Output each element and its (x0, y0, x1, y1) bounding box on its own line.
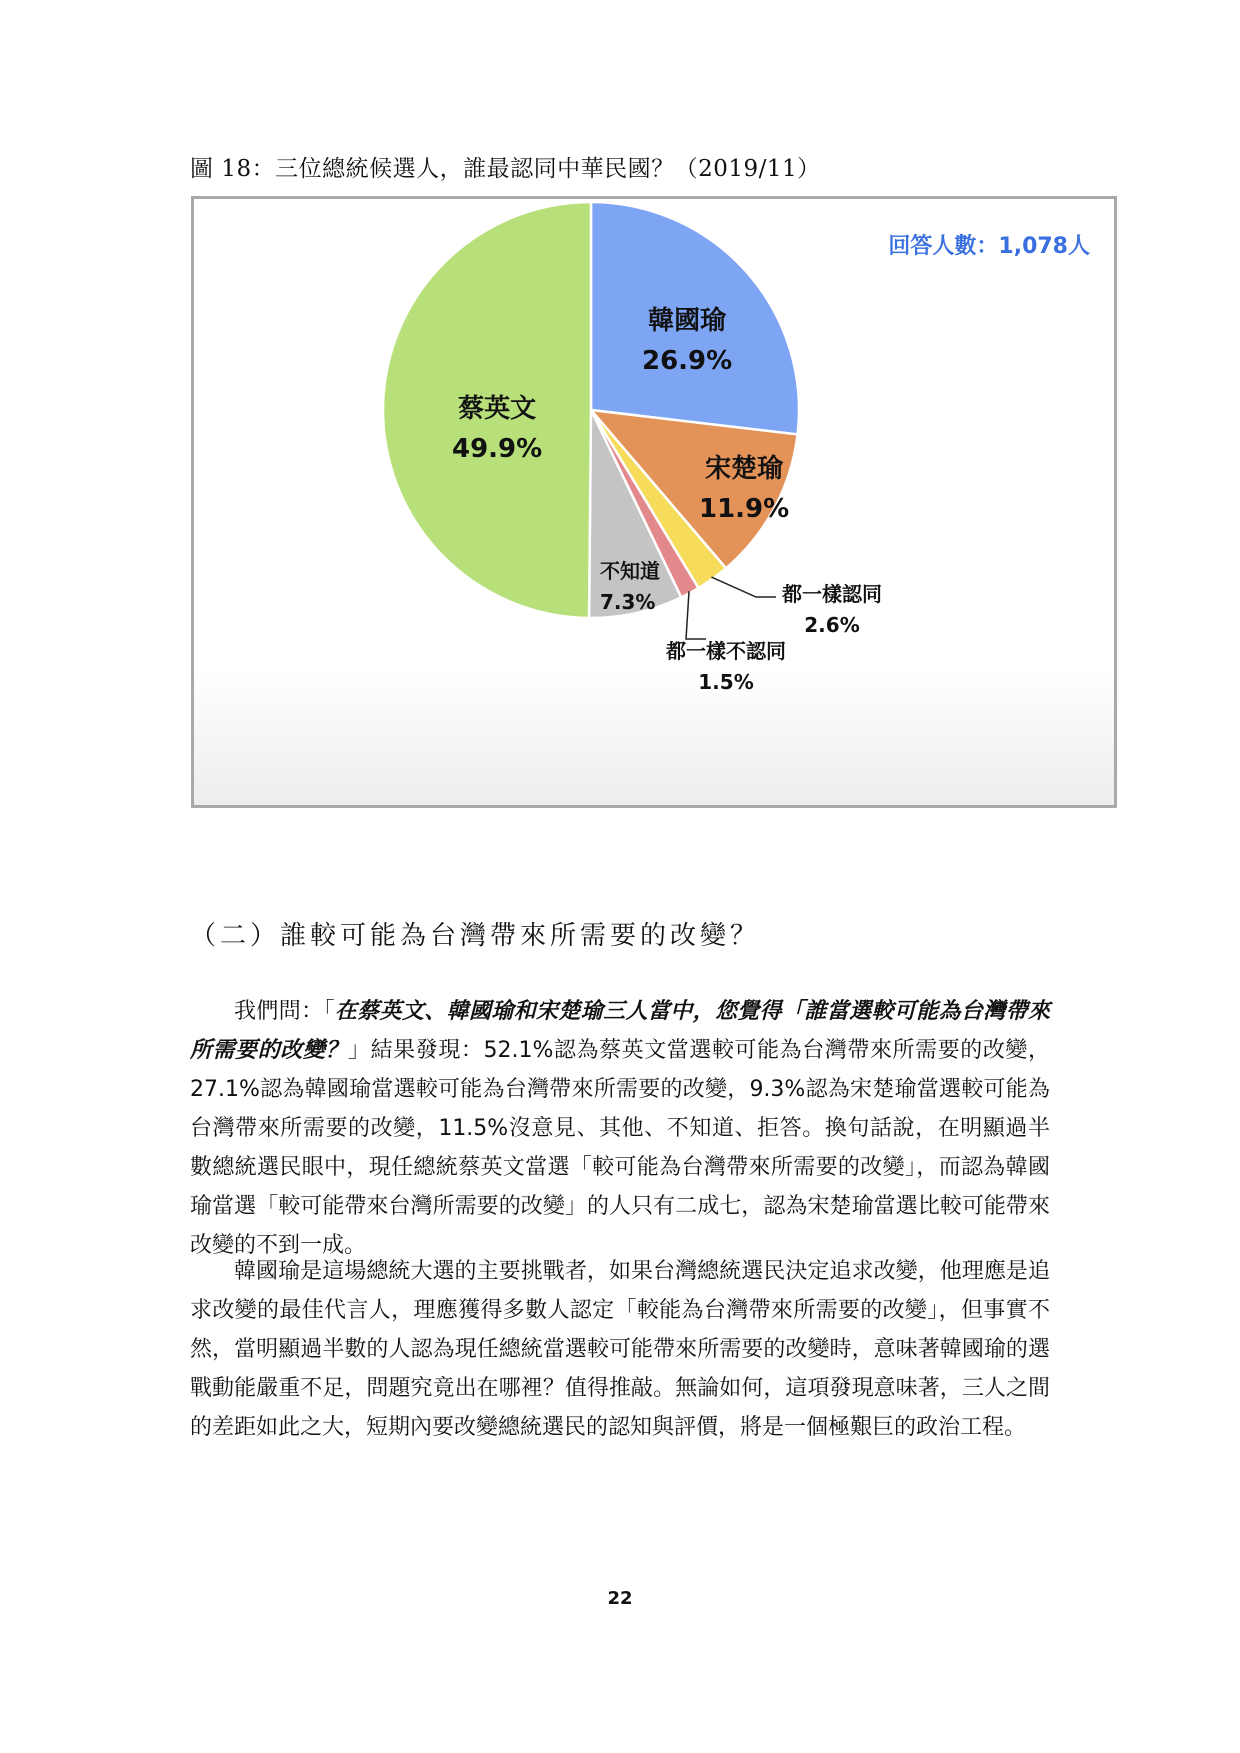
page-number: 22 (607, 1588, 633, 1609)
paragraph-1-body: 」結果發現：52.1%認為蔡英文當選較可能為台灣帶來所需要的改變，27.1%認為韓國瑜當選較可能為台灣帶來所需要的改變，9.3%認為宋楚瑜當選較可能為台灣帶來所需要的改變，11.5%沒意見、其他、不知道、拒答。換句話說，在明顯過半數總統選民眼中，現任總統蔡英文當選「較可能為台灣帶來所需要的改變」，而認為韓國瑜當選「較可能帶來台灣所需要的改變」的人只有二成七，認為宋楚瑜當選比較可能帶來改變的不到一成。 (190, 1038, 1050, 1258)
slice-name-both-approve: 都一樣認同 (782, 582, 882, 606)
respondent-count: 回答人數：1,078人 (888, 234, 1090, 259)
pie-chart (194, 199, 1114, 805)
leader-line-both-approve (711, 577, 776, 597)
slice-label-both-disapprove (666, 636, 786, 698)
slice-value-both-approve: 2.6% (804, 613, 860, 637)
slice-name-han: 韓國瑜 (648, 306, 727, 336)
slice-value-han: 26.9% (642, 346, 733, 377)
slice-name-unknown: 不知道 (600, 559, 660, 583)
slice-value-tsai: 49.9% (452, 434, 543, 465)
slice-name-tsai: 蔡英文 (458, 394, 537, 424)
slice-label-han (642, 301, 732, 382)
figure-title: 圖 18：三位總統候選人，誰最認同中華民國？（2019/11） (190, 156, 821, 182)
slice-label-soong (699, 449, 789, 530)
paragraph-1-question: 在蔡英文、韓國瑜和宋楚瑜三人當中，您覺得「誰當選較可能為台灣帶來所需要的改變？ (190, 999, 1050, 1063)
slice-label-unknown (600, 556, 660, 618)
leader-line-both-disapprove (686, 591, 706, 639)
paragraph-2: 韓國瑜是這場總統大選的主要挑戰者，如果台灣總統選民決定追求改變，他理應是追求改變的最佳代言人，理應獲得多數人認定「較能為台灣帶來所需要的改變」，但事實不然，當明顯過半數的人認為現任總統當選較可能帶來所需要的改變時，意味著韓國瑜的選戰動能嚴重不足，問題究竟出在哪裡？值得推敲。無論如何，這項發現意味著，三人之間的差距如此之大，短期內要改變總統選民的認知與評價，將是一個極艱巨的政治工程。 (190, 1259, 1050, 1440)
slice-label-tsai (452, 389, 542, 470)
pie-chart-frame (191, 196, 1117, 808)
slice-value-unknown: 7.3% (600, 590, 656, 614)
slice-name-both-disapprove: 都一樣不認同 (666, 639, 786, 663)
slice-value-both-disapprove: 1.5% (698, 670, 754, 694)
paragraph-1-lead: 我們問：「 (234, 999, 335, 1024)
slice-value-soong: 11.9% (699, 494, 790, 525)
slice-name-soong: 宋楚瑜 (705, 454, 784, 484)
slice-label-both-approve (782, 579, 882, 641)
section-heading: （二）誰較可能為台灣帶來所需要的改變？ (190, 921, 761, 951)
paragraph-1 (190, 992, 1050, 1265)
